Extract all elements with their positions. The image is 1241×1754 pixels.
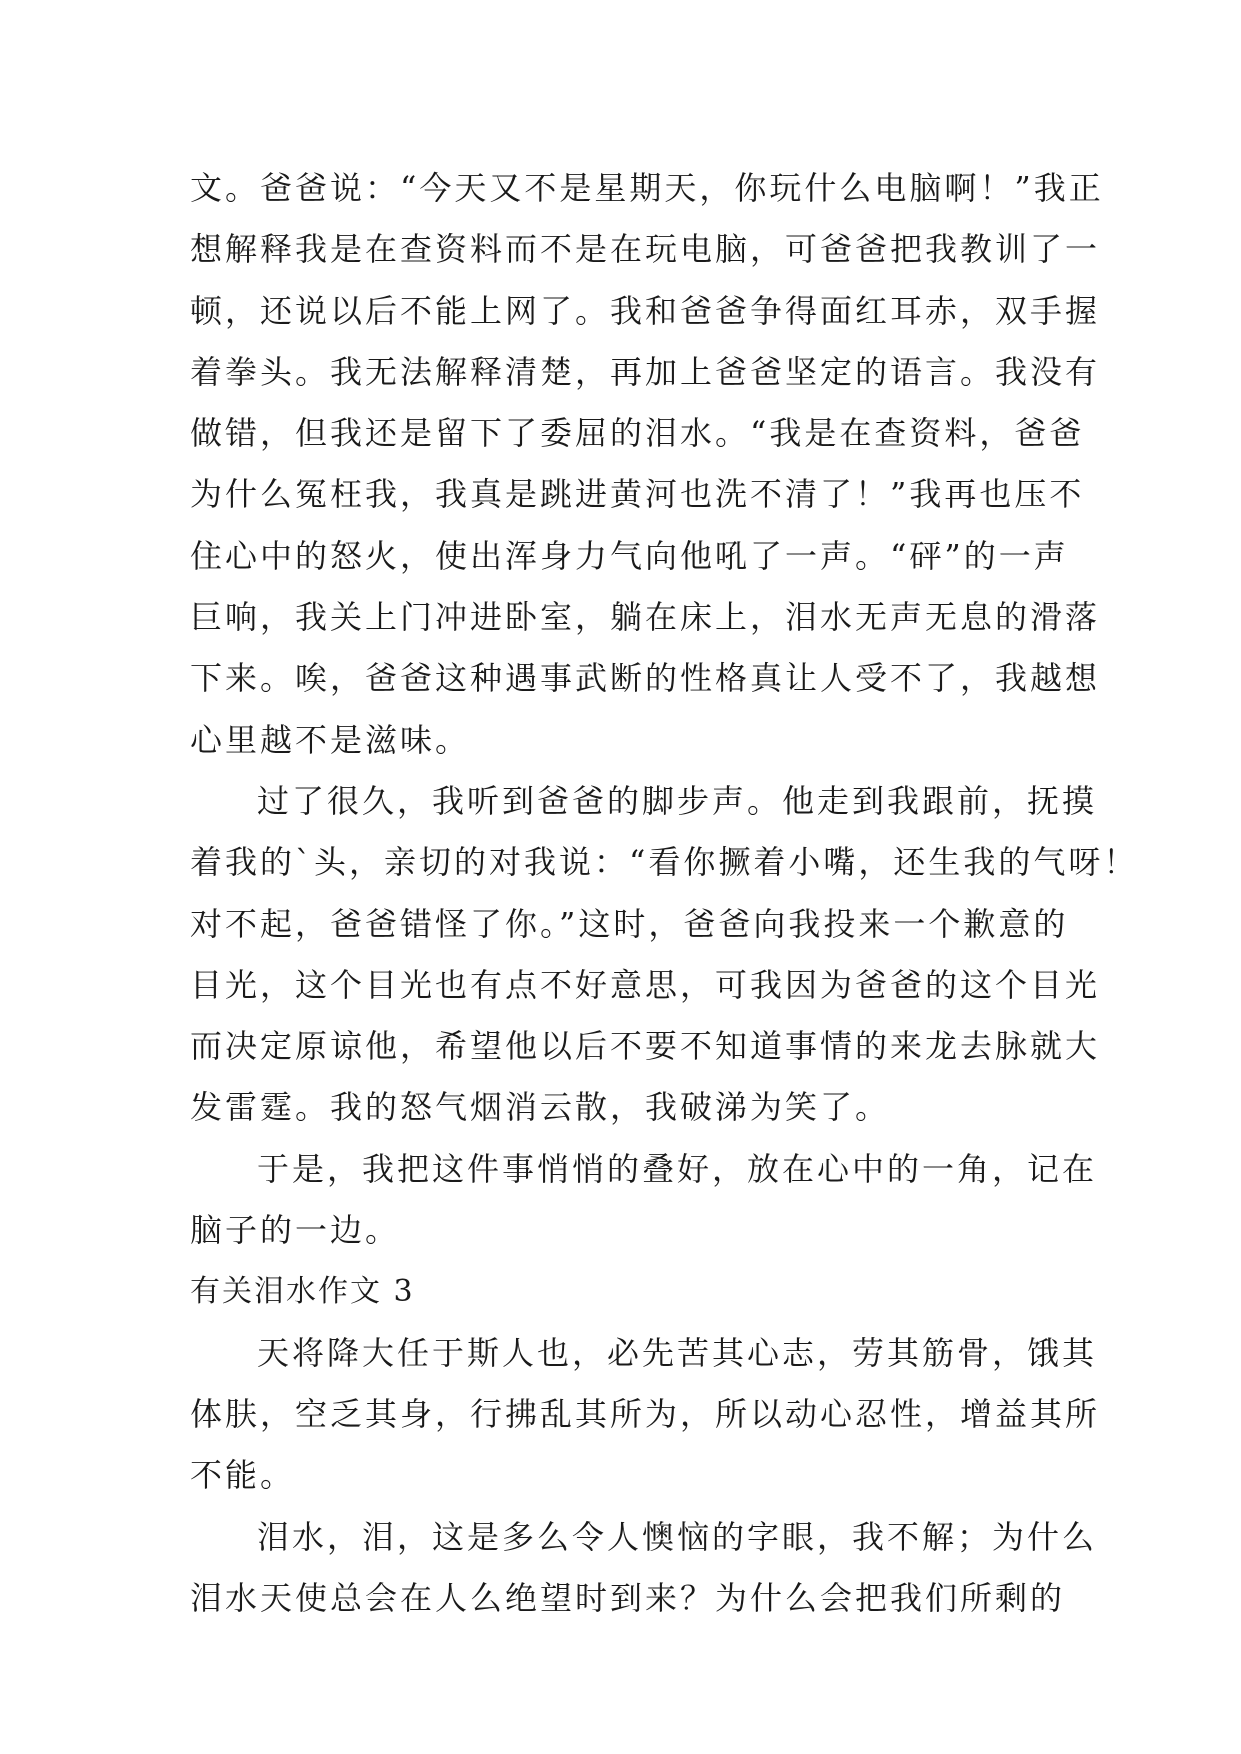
text-line: 下来。唉，爸爸这种遇事武断的性格真让人受不了，我越想 [190, 659, 1101, 698]
text-line: 着拳头。我无法解释清楚，再加上爸爸坚定的语言。我没有 [190, 352, 1101, 391]
text-line: 发雷霆。我的怒气烟消云散，我破涕为笑了。 [190, 1088, 891, 1127]
text-line: 而决定原谅他，希望他以后不要不知道事情的来龙去脉就大 [190, 1027, 1101, 1066]
text-line: 目光，这个目光也有点不好意思，可我因为爸爸的这个目光 [190, 965, 1101, 1004]
text-line: 为什么冤枉我，我真是跳进黄河也洗不清了！”我再也压不 [190, 475, 1085, 514]
body-text [190, 158, 1139, 1629]
text-line: 不能。 [190, 1456, 296, 1495]
text-line: 文。爸爸说：“今天又不是星期天，你玩什么电脑啊！”我正 [190, 169, 1104, 207]
paragraph-start-line: 于是，我把这件事悄悄的叠好，放在心中的一角，记在 [257, 1149, 1098, 1188]
text-line: 着我的`头，亲切的对我说：“看你撅着小嘴，还生我的气呀！ [190, 843, 1139, 882]
section-heading: 有关泪水作文 3 [190, 1274, 415, 1310]
text-line: 顿，还说以后不能上网了。我和爸爸争得面红耳赤，双手握 [190, 291, 1101, 330]
paragraph-start-line: 过了很久，我听到爸爸的脚步声。他走到我跟前，抚摸 [257, 781, 1098, 820]
paragraph-start-line: 天将降大任于斯人也，必先苦其心志，劳其筋骨，饿其 [257, 1333, 1098, 1372]
text-line: 巨响，我关上门冲进卧室，躺在床上，泪水无声无息的滑落 [190, 598, 1101, 637]
text-line: 住心中的怒火，使出浑身力气向他吼了一声。“砰”的一声 [190, 536, 1069, 575]
text-line: 脑子的一边。 [190, 1211, 401, 1250]
text-line: 想解释我是在查资料而不是在玩电脑，可爸爸把我教训了一 [190, 230, 1101, 269]
text-line: 对不起，爸爸错怪了你。”这时，爸爸向我投来一个歉意的 [190, 904, 1069, 943]
text-line: 心里越不是滋味。 [190, 720, 471, 759]
paragraph-start-line: 泪水，泪，这是多么令人懊恼的字眼，我不解；为什么 [257, 1517, 1098, 1556]
text-line: 体肤，空乏其身，行拂乱其所为，所以动心忍性，增益其所 [190, 1394, 1101, 1433]
text-line: 泪水天使总会在人么绝望时到来？为什么会把我们所剩的 [190, 1578, 1066, 1617]
text-line: 做错，但我还是留下了委屈的泪水。“我是在查资料，爸爸 [190, 414, 1085, 453]
